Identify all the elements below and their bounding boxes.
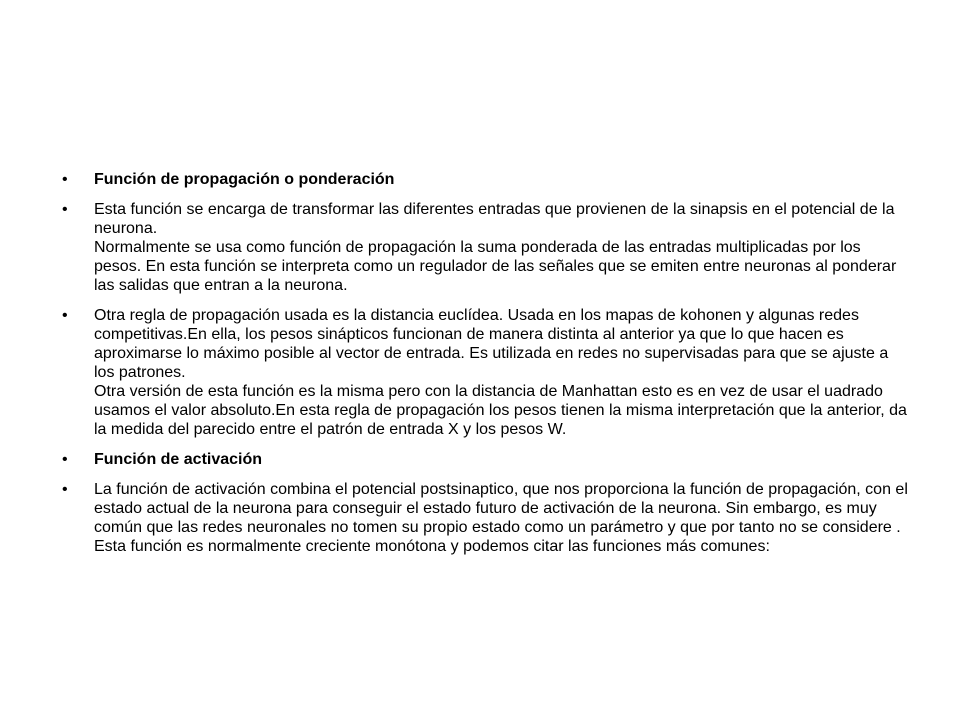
bullet-text xyxy=(94,450,912,469)
bullet-euclidean-rule xyxy=(62,306,912,439)
bullet-activation-heading xyxy=(62,450,912,469)
bullet-propagation-heading xyxy=(62,170,912,189)
paragraph: Otra versión de esta función es la misma pero con la distancia de Manhattan esto es en vez de usar el uadrado usamos el valor absoluto.En esta regla de propagación los pesos tienen la misma interpretación que la anterior, da la medida del parecido entre el patrón de entrada X y los pesos W. xyxy=(94,383,907,438)
bullet-propagation-description xyxy=(62,200,912,295)
bullet-dot-icon: • xyxy=(62,171,68,188)
paragraph: Función de activación xyxy=(94,451,263,468)
bullet-dot-icon: • xyxy=(62,481,68,498)
paragraph: Normalmente se usa como función de propagación la suma ponderada de las entradas multiplicadas por los pesos. En esta función se interpreta como un regulador de las señales que se emiten entre neuronas al ponderar las salidas que entran a la neurona. xyxy=(94,239,897,294)
bullet-text xyxy=(94,200,912,295)
bullet-dot-icon: • xyxy=(62,201,68,218)
bullet-activation-description xyxy=(62,480,912,556)
paragraph: Esta función se encarga de transformar las diferentes entradas que provienen de la sinapsis en el potencial de la neurona. xyxy=(94,201,895,237)
bullet-list xyxy=(62,170,912,567)
paragraph: Función de propagación o ponderación xyxy=(94,171,395,188)
bullet-text xyxy=(94,306,912,439)
bullet-dot-icon: • xyxy=(62,307,68,324)
bullet-dot-icon: • xyxy=(62,451,68,468)
bullet-text xyxy=(94,170,912,189)
paragraph: La función de activación combina el potencial postsinaptico, que nos proporciona la función de propagación, con el estado actual de la neurona para conseguir el estado futuro de activación de la neurona. Sin embargo, es muy común que las redes neuronales no tomen su propio estado como un parámetro y que por tanto no se considere . Esta función es normalmente creciente monótona y podemos citar las funciones más comunes: xyxy=(94,481,908,555)
paragraph: Otra regla de propagación usada es la distancia euclídea. Usada en los mapas de kohonen y algunas redes competitivas.En ella, los pesos sinápticos funcionan de manera distinta al anterior ya que lo que hacen es aproximarse lo máximo posible al vector de entrada. Es utilizada en redes no supervisadas para que se ajuste a los patrones. xyxy=(94,307,889,381)
bullet-text xyxy=(94,480,912,556)
